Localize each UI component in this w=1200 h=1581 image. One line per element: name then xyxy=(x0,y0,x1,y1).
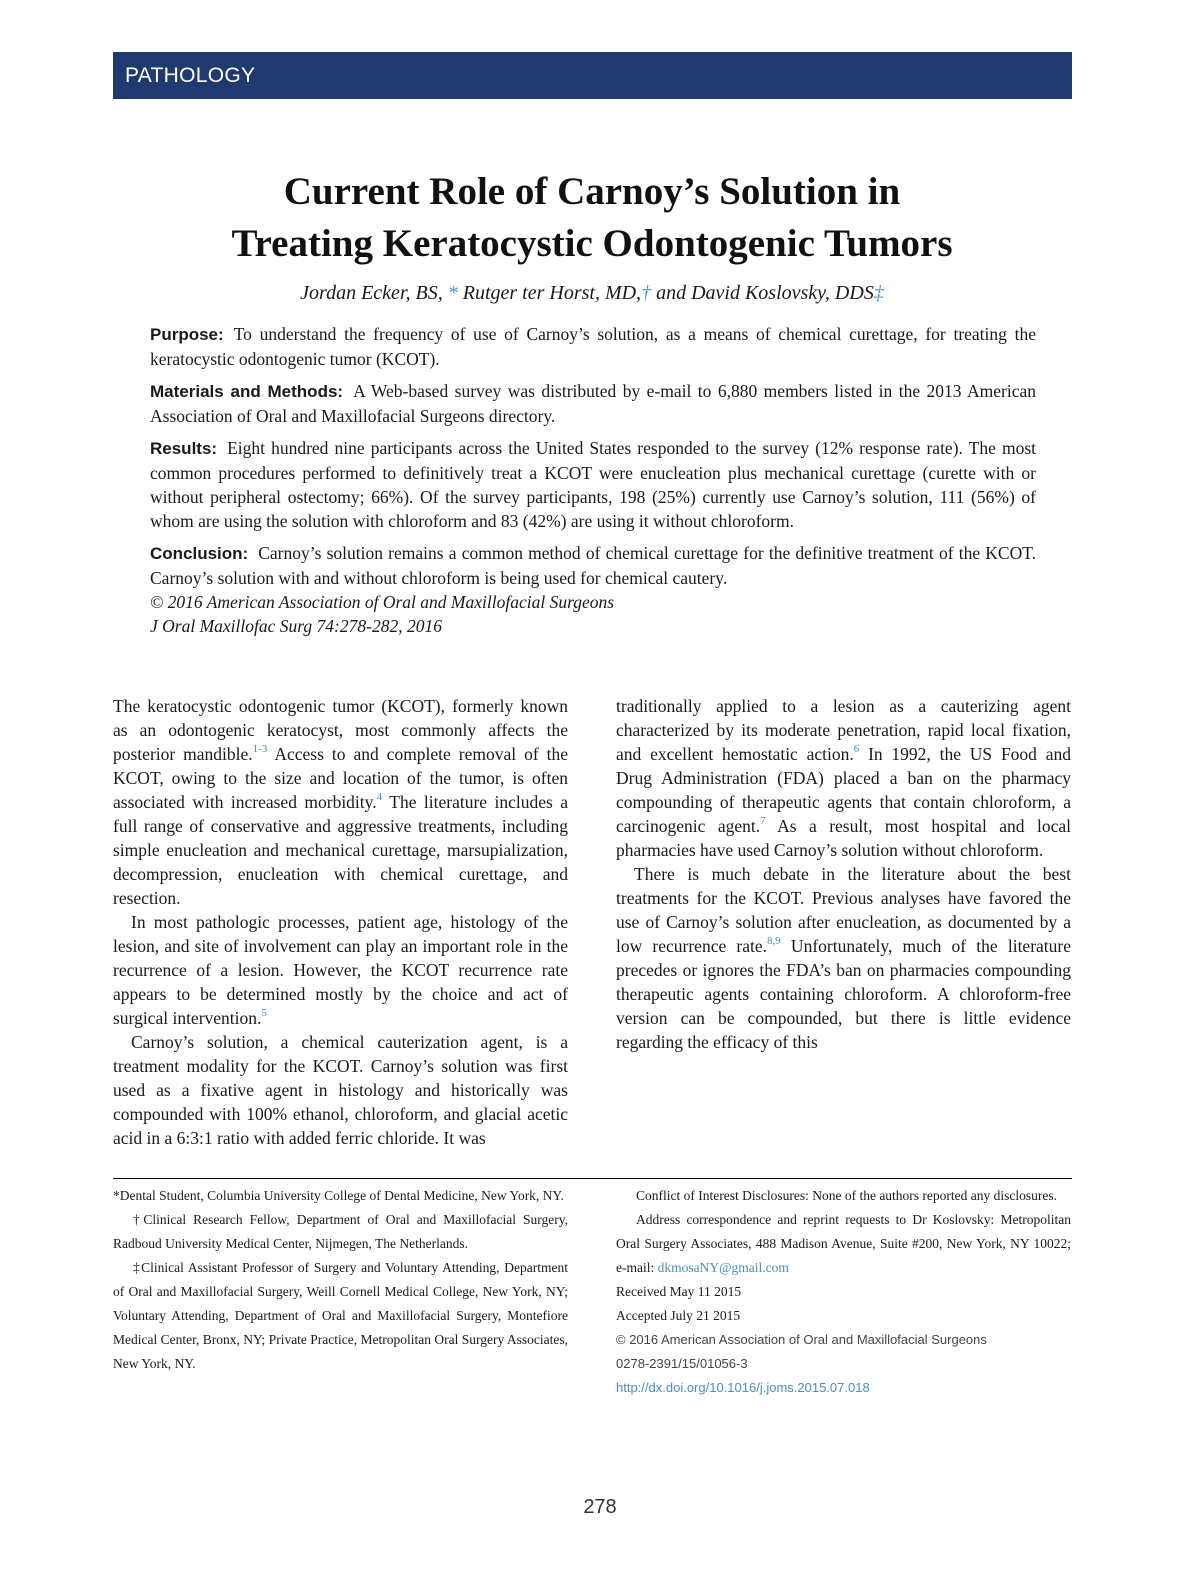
body-text: Carnoy’s solution, a chemical cauterization agent, is a treatment modality for the KCOT. Carnoy’s solution was first used as a fixative agent in histology and historically was compounded with 100% ethanol, chloroform, and glacial acetic acid in a 6:3:1 ratio with added ferric chloride. It was xyxy=(113,1032,568,1148)
author-affiliation-mark[interactable]: † xyxy=(641,282,652,304)
abstract-results xyxy=(150,436,1036,533)
abstract-purpose xyxy=(150,322,1036,371)
abstract-text: A Web-based survey was distributed by e-mail to 6,880 members listed in the 2013 American Association of Oral and Maxillofacial Surgeons directory. xyxy=(150,381,1037,426)
abstract-conclusion xyxy=(150,541,1036,590)
footnote-affiliation: *Dental Student, Columbia University College of Dental Medicine, New York, NY. xyxy=(113,1188,564,1203)
citation-ref[interactable]: 5 xyxy=(261,1007,267,1019)
body-text: As a result, most hospital and local pharmacies have used Carnoy’s solution without chloroform. xyxy=(616,816,1071,860)
body-text: traditionally applied to a lesion as a cauterizing agent characterized by its moderate penetration, rapid local fixation, and excellent hemostatic action. xyxy=(616,696,1071,764)
citation-ref[interactable]: 8,9 xyxy=(767,935,781,947)
footnote-affiliation: ‡Clinical Assistant Professor of Surgery and Voluntary Attending, Department of Oral and Maxillofacial Surgery, Weill Cornell Medical College, New York, NY; Voluntary Attending, Department of Oral and Maxillofacial Surgery, Montefiore Medical Center, Bronx, NY; Private Practice, Metropolitan Oral Surgery Associates, New York, NY. xyxy=(113,1260,568,1371)
author-name: and David Koslovsky, DDS xyxy=(656,282,874,304)
author-affiliation-mark[interactable]: ‡ xyxy=(873,282,884,304)
author-list xyxy=(100,280,1084,306)
body-column-right xyxy=(616,694,1071,1054)
article-metadata xyxy=(616,1184,1071,1400)
body-column-left xyxy=(113,694,568,1150)
body-text: The literature includes a full range of conservative and aggressive treatments, including simple enucleation and mechanical curettage, marsupialization, decompression, enucleation with chemical curettage, and resection. xyxy=(113,792,568,908)
conflict-disclosure: Conflict of Interest Disclosures: None of the authors reported any disclosures. xyxy=(636,1188,1058,1203)
citation-ref[interactable]: 1-3 xyxy=(252,743,268,755)
body-text: The keratocystic odontogenic tumor (KCOT), formerly known as an odontogenic keratocyst, most commonly affects the posterior mandible. xyxy=(113,696,568,764)
address-text: Address correspondence and reprint requests to Dr Koslovsky: Metropolitan Oral Surgery Associates, 488 Madison Avenue, Suite #200, New York, NY 10022; e-mail: xyxy=(616,1212,1071,1275)
abstract-label: Purpose: xyxy=(150,325,224,344)
body-paragraph xyxy=(113,910,568,1030)
body-text: There is much debate in the literature about the best treatments for the KCOT. Previous analyses have favored the use of Carnoy’s solution after enucleation, as documented by a low recurrence rate. xyxy=(616,864,1071,956)
body-text: Unfortunately, much of the literature precedes or ignores the FDA’s ban on pharmacies compounding therapeutic agents containing chloroform. A chloroform-free version can be compounded, but there is little evidence regarding the efficacy of this xyxy=(616,936,1071,1052)
body-paragraph xyxy=(113,694,568,910)
correspondence-address xyxy=(616,1208,1071,1280)
abstract xyxy=(150,322,1036,638)
page-number: 278 xyxy=(583,1496,617,1518)
journal-citation: J Oral Maxillofac Surg 74:278-282, 2016 xyxy=(150,616,442,636)
issn-number: 0278-2391/15/01056-3 xyxy=(616,1356,748,1371)
citation-ref[interactable]: 6 xyxy=(853,743,860,755)
title-line-2: Treating Keratocystic Odontogenic Tumors xyxy=(231,222,953,265)
section-label: PATHOLOGY xyxy=(125,64,256,87)
citation-ref[interactable]: 4 xyxy=(376,791,383,803)
received-date: Received May 11 2015 xyxy=(616,1284,742,1299)
citation-ref[interactable]: 7 xyxy=(760,815,766,827)
article-title xyxy=(100,166,1084,270)
author-name: Rutger ter Horst, MD, xyxy=(462,282,642,304)
affiliation-footnotes xyxy=(113,1184,568,1376)
body-paragraph xyxy=(616,694,1071,862)
body-text: In 1992, the US Food and Drug Administration (FDA) placed a ban on the pharmacy compounding of therapeutic agents that contain chloroform, a carcinogenic agent. xyxy=(616,744,1071,836)
abstract-label: Results: xyxy=(150,439,218,458)
author-name: Jordan Ecker, BS, xyxy=(300,282,443,304)
footnote-copyright: © 2016 American Association of Oral and Maxillofacial Surgeons xyxy=(616,1332,987,1347)
abstract-label: Materials and Methods: xyxy=(150,382,344,401)
footnote-divider xyxy=(113,1178,1072,1179)
author-affiliation-mark[interactable]: * xyxy=(447,282,458,304)
abstract-text: To understand the frequency of use of Carnoy’s solution, as a means of chemical curettage, for treating the keratocystic odontogenic tumor (KCOT). xyxy=(150,324,1036,369)
abstract-text: Carnoy’s solution remains a common method of chemical curettage for the definitive treatment of the KCOT. Carnoy’s solution with and without chloroform is being used for chemical cautery. xyxy=(150,543,1036,588)
footnote-affiliation: †Clinical Research Fellow, Department of Oral and Maxillofacial Surgery, Radboud University Medical Center, Nijmegen, The Netherlands. xyxy=(113,1212,568,1251)
title-line-1: Current Role of Carnoy’s Solution in xyxy=(283,170,901,213)
abstract-copyright: © 2016 American Association of Oral and Maxillofacial Surgeons xyxy=(150,592,615,612)
section-header-bar xyxy=(113,52,1072,99)
body-paragraph xyxy=(616,862,1071,1054)
abstract-text: Eight hundred nine participants across the United States responded to the survey (12% response rate). The most common procedures performed to definitively treat a KCOT were enucleation plus mechanical curettage (curette with or without peripheral ostectomy; 66%). Of the survey participants, 198 (25%) currently use Carnoy’s solution, 111 (56%) of whom are using the solution with chloroform and 83 (42%) are using it without chloroform. xyxy=(150,438,1036,531)
abstract-label: Conclusion: xyxy=(150,544,249,563)
body-paragraph xyxy=(113,1030,568,1150)
abstract-methods xyxy=(150,379,1036,428)
email-link[interactable]: dkmosaNY@gmail.com xyxy=(657,1260,789,1275)
body-text: Access to and complete removal of the KCOT, owing to the size and location of the tumor, is often associated with increased morbidity. xyxy=(113,744,569,812)
body-text: In most pathologic processes, patient age, histology of the lesion, and site of involvement can play an important role in the recurrence of a lesion. However, the KCOT recurrence rate appears to be determined mostly by the choice and act of surgical intervention. xyxy=(113,912,568,1028)
accepted-date: Accepted July 21 2015 xyxy=(616,1308,741,1323)
doi-link[interactable]: http://dx.doi.org/10.1016/j.joms.2015.07.018 xyxy=(616,1380,870,1395)
